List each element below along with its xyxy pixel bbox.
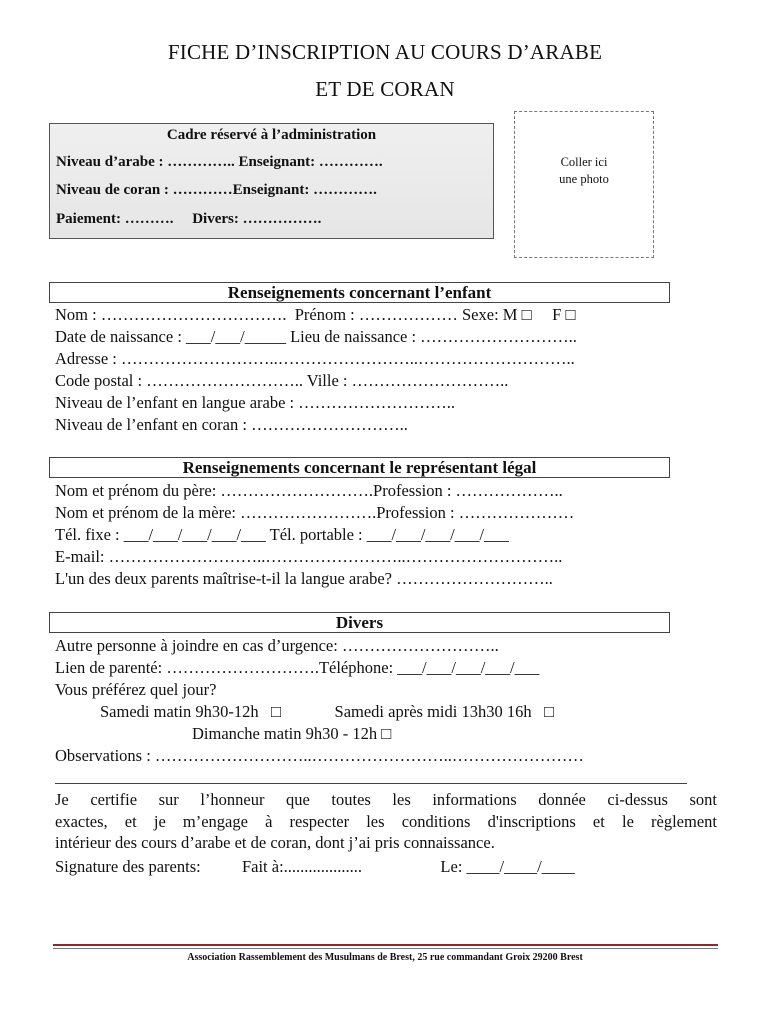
observations-rule xyxy=(55,783,687,784)
divers-jour-line: Vous préférez quel jour? xyxy=(55,680,217,699)
section-divers-heading: Divers xyxy=(49,612,670,633)
admin-heading: Cadre réservé à l’administration xyxy=(166,127,377,143)
enfant-nom-line: Nom : ……………………………. Prénom : ……………… Sexe: M □ F □ xyxy=(55,305,576,324)
admin-box xyxy=(49,123,494,239)
certification-line3: intérieur des cours d’arabe et de coran, dont j’ai pris connaissance. xyxy=(55,833,495,852)
admin-niveau-coran: Niveau de coran : …………Enseignant: …………. xyxy=(56,182,377,198)
representant-langue-line: L'un des deux parents maîtrise-t-il la langue arabe? ……………………….. xyxy=(55,569,553,588)
certification-paragraph xyxy=(55,789,717,854)
enfant-postal-line: Code postal : ……………………….. Ville : ……………………….. xyxy=(55,371,509,390)
representant-mere-line: Nom et prénom de la mère: …………………….Profession : ………………… xyxy=(55,503,575,522)
section-enfant-heading: Renseignements concernant l’enfant xyxy=(49,282,670,303)
representant-pere-line: Nom et prénom du père: ……………………….Profession : ……………….. xyxy=(55,481,563,500)
divers-urgence-line: Autre personne à joindre en cas d’urgence: ……………………….. xyxy=(55,636,499,655)
admin-niveau-arabe: Niveau d’arabe : ………….. Enseignant: …………. xyxy=(56,154,383,170)
divers-dimanche-option: Dimanche matin 9h30 - 12h □ xyxy=(192,724,392,743)
signature-line: Signature des parents: Fait à:................... Le: ____/____/____ xyxy=(55,857,575,876)
enfant-adresse-line: Adresse : ………………………..……………………..……………………….. xyxy=(55,349,575,368)
section-representant-heading: Renseignements concernant le représentant légal xyxy=(49,457,670,478)
footer-address: Association Rassemblement des Musulmans de Brest, 25 rue commandant Groix 29200 Brest xyxy=(187,952,583,963)
footer-rule-top xyxy=(53,944,718,946)
certification-line1: Je certifie sur l’honneur que toutes les informations donnée ci-dessus sont xyxy=(55,790,717,809)
form-title-line2: ET DE CORAN xyxy=(315,77,455,101)
photo-label-line1: Coller ici xyxy=(560,155,608,169)
enfant-niveau-coran-line: Niveau de l’enfant en coran : ……………………….. xyxy=(55,415,408,434)
divers-lien-line: Lien de parenté: ……………………….Téléphone: ___/___/___/___/___ xyxy=(55,658,540,677)
enfant-niveau-arabe-line: Niveau de l’enfant en langue arabe : ……………………….. xyxy=(55,393,456,412)
divers-observations-line: Observations : ………………………..……………………..…………………… xyxy=(55,746,584,765)
representant-tel-line: Tél. fixe : ___/___/___/___/___ Tél. portable : ___/___/___/___/___ xyxy=(55,525,509,544)
form-title-line1: FICHE D’INSCRIPTION AU COURS D’ARABE xyxy=(167,40,603,64)
enfant-naissance-line: Date de naissance : ___/___/_____ Lieu de naissance : ……………………….. xyxy=(55,327,577,346)
representant-email-line: E-mail: ………………………..……………………..……………………….. xyxy=(55,547,563,566)
admin-paiement: Paiement: ………. Divers: ……………. xyxy=(56,211,322,227)
photo-box xyxy=(514,111,654,258)
footer-rule-bottom xyxy=(53,948,718,949)
certification-line2: exactes, et je m’engage à respecter les conditions d'inscriptions et le règlement xyxy=(55,811,717,831)
photo-label-line2: une photo xyxy=(559,172,609,186)
divers-samedi-options: Samedi matin 9h30-12h □ Samedi après midi 13h30 16h □ xyxy=(100,702,554,721)
